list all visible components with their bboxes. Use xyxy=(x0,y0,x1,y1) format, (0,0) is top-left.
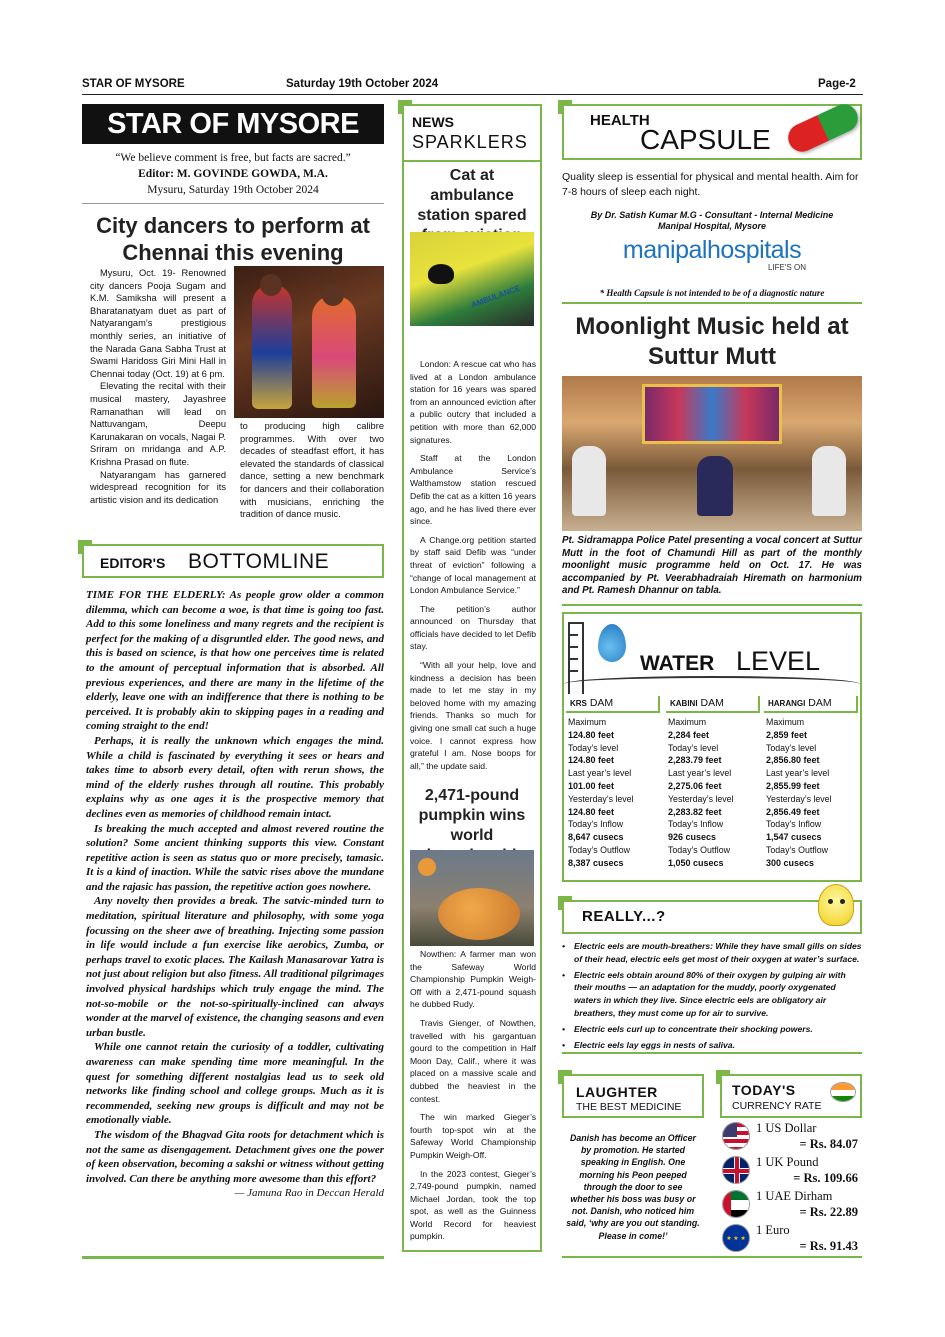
dam-row-label: Last year’s level xyxy=(766,768,830,779)
currency-name: 1 UAE Dirham xyxy=(756,1189,833,1203)
cat-paragraph: A Change.org petition started by staff said Defib was “under threat of eviction” following a “change of local management at London Ambulance Service.” xyxy=(410,534,536,596)
dam-kabini-title: KABINI DAM xyxy=(666,696,760,713)
currency-value: = Rs. 109.66 xyxy=(793,1171,858,1185)
pumpkin-body xyxy=(410,948,536,1243)
dam-kabini xyxy=(666,696,760,870)
dancers-headline: City dancers to perform at Chennai this evening xyxy=(96,213,370,265)
water-level-label-light: LEVEL xyxy=(736,646,821,676)
moonlight-photo xyxy=(562,376,862,531)
header-date: Saturday 19th October 2024 xyxy=(286,78,439,90)
dam-value: 1,547 cusecs xyxy=(766,832,822,843)
dam-row-label: Today’s Outflow xyxy=(568,844,630,855)
editor-bottomline-body xyxy=(86,588,384,1201)
dam-row-label: Last year’s level xyxy=(568,768,632,779)
moonlight-caption: Pt. Sidramappa Police Patel presenting a vocal concert at Suttur Mutt in the foot of Chamundi Hill as part of the monthly moonlight music programme held on Oct. 17. He was accompanied by Pt. Veerabhadraiah Hiremath on harmonium and Pt. Ramesh Dhannur on tabla. xyxy=(562,535,862,597)
dam-table xyxy=(566,696,860,878)
masthead-editor: Editor: M. GOVINDE GOWDA, M.A. xyxy=(138,168,328,180)
news-sparklers-label-light: SPARKLERS xyxy=(412,132,528,152)
us-flag-icon xyxy=(722,1122,750,1150)
health-capsule-byline xyxy=(562,210,862,232)
dam-value: 2,856.80 feet xyxy=(766,755,820,766)
bottom-right-rule xyxy=(562,1256,862,1258)
dam-row-label: Maximum xyxy=(568,717,607,727)
dam-value: 2,283.82 feet xyxy=(668,806,722,817)
dam-value: 8,647 cusecs xyxy=(568,832,624,843)
cat-photo xyxy=(410,232,534,326)
dam-row-label: Today’s level xyxy=(766,742,817,753)
health-capsule-banner xyxy=(562,104,862,160)
pumpkin-paragraph: The win marked Gieger’s fourth top-spot win at the Safeway World Championship Pumpkin Weigh-Off. xyxy=(410,1112,536,1160)
dam-value: 2,859 feet xyxy=(766,729,808,740)
news-sparklers-column xyxy=(402,104,542,1252)
health-capsule-disclaimer: * Health Capsule is not intended to be of a diagnostic nature xyxy=(599,288,825,298)
cat-paragraph: London: A rescue cat who has lived at a London ambulance station for 16 years was spared from an announced eviction after a public outcry that included a petition with more than 62,000 signatures. xyxy=(410,359,536,445)
editorial-paragraph: While one cannot retain the curiosity of a toddler, cultivating awareness can make spending time more meaningful. In the quest for something different nostalgias lead us to seek old networks like finding school and college groups. Much as it is recommended, seeking new groups is difficult and may not be emotionally viable. xyxy=(86,1041,384,1127)
dancers-paragraph: Mysuru, Oct. 19- Renowned city dancers Pooja Sugam and K.M. Samiksha will present a Bharatanatyam duet as part of Natyarangam’s prestigious monthly series, an initiative of the Narada Gana Sabha Trust at Swami Haridoss Giri Mini Hall in Chennai today (Oct. 19) at 6 pm. xyxy=(90,268,226,379)
fact-item: • Electric eels are mouth-breathers: While they have small gills on sides of their head, electric eels get most of their oxygen at water’s surface. xyxy=(562,940,862,966)
currency-list xyxy=(718,1120,864,1256)
dam-value: 2,855.99 feet xyxy=(766,780,820,791)
cat-headline: Cat at ambulance station spared xyxy=(417,167,527,224)
editorial-bottom-rule xyxy=(82,1256,384,1259)
manipal-logo-tag: LIFE'S ON xyxy=(768,263,806,272)
currency-label-light: CURRENCY RATE xyxy=(732,1100,822,1112)
masthead-block xyxy=(82,150,384,198)
dam-row-label: Today’s Outflow xyxy=(668,844,730,855)
currency-name: 1 Euro xyxy=(756,1223,790,1237)
dam-row-label: Today’s Inflow xyxy=(766,819,822,830)
masthead-title: STAR OF MYSORE xyxy=(82,104,384,144)
laughter-banner xyxy=(562,1074,704,1118)
pumpkin-photo xyxy=(410,850,534,946)
dam-value: 2,856.49 feet xyxy=(766,806,820,817)
dam-row-label: Yesterday’s level xyxy=(766,793,832,804)
pumpkin-paragraph: In the 2023 contest, Gieger’s 2,749-pound pumpkin, named Michael Jordan, took the top spot, as well as the Guinness World Record for heaviest pumpkin. xyxy=(410,1168,536,1242)
laughter-text: Danish has become an Officer by promotion. He started speaking in English. One morning his Peon peeped through the door to see whether his boss was busy or not. Danish, who noticed him said, ‘why are you out standing. Please in come!’ xyxy=(566,1133,700,1241)
eu-flag-icon: ★ ★ ★ xyxy=(722,1224,750,1252)
water-drop-icon xyxy=(598,624,626,662)
header-page-number: Page-2 xyxy=(818,78,856,90)
dam-value: 101.00 feet xyxy=(568,780,615,791)
uae-flag-icon xyxy=(722,1190,750,1218)
fact-item: • Electric eels lay eggs in nests of saliva. xyxy=(562,1039,862,1052)
fact-item: • Electric eels obtain around 80% of their oxygen by gulping air with their mouths — an adaptation for the muddy, poorly oxygenated waters in which they live. Since electric eels are obligatory air breathers, they must come up for air to survive. xyxy=(562,969,862,1020)
currency-value: = Rs. 84.07 xyxy=(799,1137,858,1151)
dam-value: 2,275.06 feet xyxy=(668,780,722,791)
masthead-motto: “We believe comment is free, but facts are sacred.” xyxy=(115,152,351,164)
health-capsule-text: Quality sleep is essential for physical and mental health. Aim for 7-8 hours of sleep each night. xyxy=(562,171,859,198)
dam-value: 1,050 cusecs xyxy=(668,857,724,868)
header-paper-name: STAR OF MYSORE xyxy=(82,78,185,90)
pumpkin-headline: 2,471-pound pumpkin wins world xyxy=(418,787,526,844)
cat-paragraph: “With all your help, love and kindness a decision has been made to let me stay in my beloved home with my amazing friends. Thanks so much for giving one small cat such a huge voice. I cannot express how grateful I am. Nose boops for all,” the update said. xyxy=(410,660,536,771)
dam-krs-title: KRS DAM xyxy=(566,696,660,713)
health-capsule-rule xyxy=(562,302,862,304)
lightbulb-icon xyxy=(818,884,854,926)
dam-row-label: Maximum xyxy=(766,717,805,727)
dam-value: 8,387 cusecs xyxy=(568,857,624,868)
dam-row-label: Today’s Inflow xyxy=(668,819,724,830)
editorial-paragraph: Any novelty then provides a break. The satvic-minded turn to meditation, spiritual literature and philosophy, with some yoga focussing on the sheer awe of breathing. Injecting some passion in life would include a fun exercise like aerobics, Zumba, or perhaps travel to exotic places. The Kailash Manasarovar Yatra is not just about religion but also fitness. All traditional pilgrimages involved physical hardships which truly engage the mind. The not-so-mobile or the not-so-spiritually-inclined can always wonder at the marvel of existence, the changing seasons and even urban bustle. xyxy=(86,895,384,1039)
health-capsule-label-bold: HEALTH xyxy=(590,112,650,129)
health-byline-hospital: Manipal Hospital, Mysore xyxy=(657,221,767,231)
laughter-label-bold: LAUGHTER xyxy=(576,1084,658,1100)
news-sparklers-label-bold: NEWS xyxy=(412,114,454,130)
manipal-logo-text: manipalhospitals xyxy=(622,236,802,264)
dancers-paragraph: Elevating the recital with their musical mastery, Jayashree Ramanathan will lead on Nattuvangam, Deepu Karunakaran on vocals, Nagai P. Sriram on mridanga and A.P. Krishna Prasad on flute. xyxy=(90,381,226,467)
dam-row-label: Maximum xyxy=(668,717,707,727)
editor-bottomline-label-light: BOTTOMLINE xyxy=(188,550,330,573)
dancers-photo xyxy=(234,266,384,418)
dam-value: 124.80 feet xyxy=(568,806,615,817)
dam-value: 300 cusecs xyxy=(766,857,815,868)
editor-bottomline-label-bold: EDITOR'S xyxy=(100,555,166,571)
dam-row-label: Today’s Inflow xyxy=(568,819,624,830)
cat-body xyxy=(410,358,536,772)
health-capsule-label-light: CAPSULE xyxy=(640,124,771,155)
dam-row-label: Today’s Outflow xyxy=(766,844,828,855)
editorial-paragraph: The wisdom of the Bhagvad Gita roots for detachment which is not the same as disengagement. Detachment gives one the power of keen observation, becoming a sakshi or witness without getting involved. Can there be anything more awesome than this effort? xyxy=(86,1128,384,1185)
editorial-paragraph: TIME FOR THE ELDERLY: As people grow older a common dilemma, which can become a woe, is that time is going too fast. Add to this some loneliness and many regrets and the recipient is perfect for the making of a disgruntled elder. The good news, and this is based on science, is that how one perceives time is related to the amount of perceptual information that is absorbed. All previous experiences, and there are many in the lifetime of the elderly, leave one with an indifference that there is nothing to be perceived. It is probably akin to skipping pages in a reading and coming straight to the end! xyxy=(86,589,384,733)
dam-value: 2,283.79 feet xyxy=(668,755,722,766)
really-facts-list xyxy=(562,940,862,1054)
water-level-label-bold: WATER xyxy=(640,652,715,675)
currency-label-bold: TODAY'S xyxy=(732,1082,796,1098)
health-byline-doctor: By Dr. Satish Kumar M.G - Consultant - Internal Medicine xyxy=(590,210,834,220)
dam-harangi xyxy=(764,696,858,870)
editorial-paragraph: Perhaps, it is really the unknown which engages the mind. While a child is fascinated by everything it sees or hears and takes time to absorb every detail, often with rerun shows, the mind of the elderly rushes through all routine. This probably explains why as one ages it is the prospective memory that declines even as memories of childhood remain intact. xyxy=(86,734,384,820)
india-flag-icon xyxy=(830,1082,856,1102)
fact-item: • Electric eels curl up to concentrate their shocking powers. xyxy=(562,1023,862,1036)
masthead-divider xyxy=(82,203,384,204)
pumpkin-paragraph: Travis Gienger, of Nowthen, travelled with his gargantuan gourd to the competition in Half Moon Day, Calif., where it was placed on a massive scale and dubbed the heaviest in the contest. xyxy=(410,1017,536,1104)
editor-bottomline-banner xyxy=(82,544,384,578)
currency-value: = Rs. 91.43 xyxy=(799,1239,858,1253)
dam-row-label: Today’s level xyxy=(668,742,719,753)
really-label: REALLY...? xyxy=(582,908,666,925)
pill-capsule-icon xyxy=(784,100,863,157)
dam-value: 124.80 feet xyxy=(568,755,615,766)
uk-flag-icon xyxy=(722,1156,750,1184)
dam-row-label: Today’s level xyxy=(568,742,619,753)
dancers-col2: to producing high calibre programmes. With over two decades of steadfast effort, it has elevated the standards of classical dance, setting a new benchmark for dancers and their collaboration with musicians, enriching the tradition of dance music. xyxy=(240,421,384,520)
dam-value: 926 cusecs xyxy=(668,832,717,843)
currency-name: 1 US Dollar xyxy=(756,1121,817,1135)
editorial-byline: — Jamuna Rao in Deccan Herald xyxy=(234,1187,384,1200)
wave-icon xyxy=(564,676,860,692)
dam-value: 2,284 feet xyxy=(668,729,710,740)
editorial-paragraph: Is breaking the much accepted and almost revered routine the solution? Some ancient thinking supports this view. Constant repetitive action is seen as status quo or more precisely, tamasic. It is a kind of inaction. While the satvic rises above the mundane and the rajasic has passion, the repetitive action goes nowhere. xyxy=(86,822,384,893)
pumpkin-paragraph: Nowthen: A farmer man won the Safeway World Championship Pumpkin Weigh-Off with a 2,471-pound squash he dubbed Rudy. xyxy=(410,949,536,1010)
cat-paragraph: The petition’s author announced on Thursday that officials have decided to let Defib stay. xyxy=(410,603,536,652)
manipal-logo xyxy=(562,236,862,272)
currency-banner xyxy=(720,1074,862,1118)
laughter-label-light: THE BEST MEDICINE xyxy=(576,1101,682,1113)
really-banner xyxy=(562,900,862,934)
moonlight-rule xyxy=(562,604,862,606)
header-rule xyxy=(82,94,863,95)
moonlight-headline: Moonlight Music held at Suttur Mutt xyxy=(575,313,849,370)
really-rule xyxy=(562,1052,862,1054)
dam-value: 124.80 feet xyxy=(568,729,615,740)
currency-name: 1 UK Pound xyxy=(756,1155,819,1169)
dam-harangi-title: HARANGI DAM xyxy=(764,696,858,713)
dam-krs xyxy=(566,696,660,870)
dam-row-label: Yesterday’s level xyxy=(668,793,734,804)
dam-row-label: Last year’s level xyxy=(668,768,732,779)
dam-row-label: Yesterday’s level xyxy=(568,793,634,804)
currency-value: = Rs. 22.89 xyxy=(799,1205,858,1219)
dancers-paragraph: Natyarangam has garnered widespread recognition for its artistic vision and its dedication xyxy=(90,469,226,505)
cat-paragraph: Staff at the London Ambulance Service’s Walthamstow station rescued Defib the cat as a kitten 16 years ago, and he has lived there ever since. xyxy=(410,453,536,527)
dancers-col1 xyxy=(90,267,226,506)
masthead-dateline: Mysuru, Saturday 19th October 2024 xyxy=(147,184,319,196)
ambulance-photo-text: AMBULANCE xyxy=(470,283,522,310)
